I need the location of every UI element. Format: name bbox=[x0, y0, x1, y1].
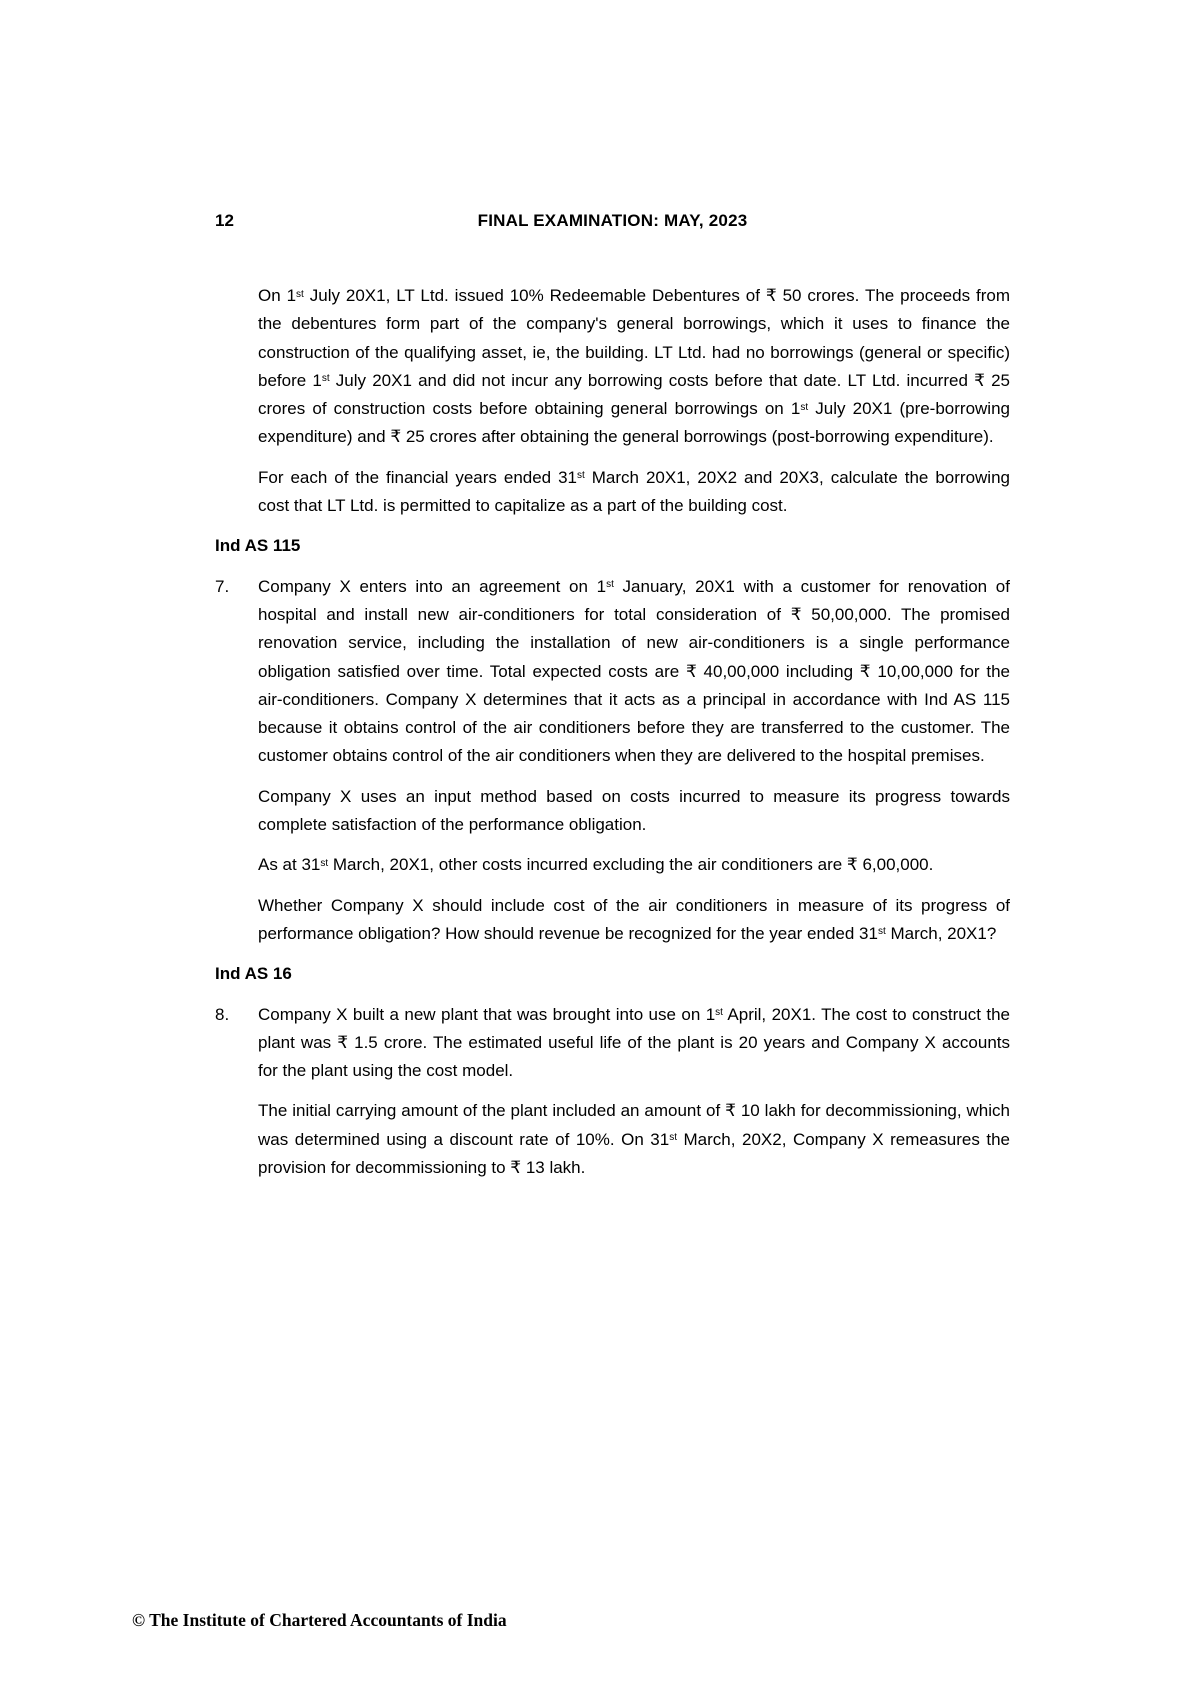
paragraph-question-7-ask: Whether Company X should include cost of the air conditioners in measure of its progress of performance obligation? How should revenue be recognized for the year ended 31st March, 20X1? bbox=[258, 895, 1010, 943]
heading-ind-as-115: Ind AS 115 bbox=[215, 536, 301, 556]
paragraph-input-method: Company X uses an input method based on costs incurred to measure its progress towards complete satisfaction of the performance obligation. bbox=[258, 786, 1010, 835]
page-header-title: FINAL EXAMINATION: MAY, 2023 bbox=[477, 211, 748, 230]
page-content bbox=[215, 282, 1010, 1194]
page-number: 12 bbox=[215, 211, 234, 230]
heading-ind-as-16: Ind AS 16 bbox=[215, 964, 292, 984]
question-8-text: Company X built a new plant that was brought into use on 1st April, 20X1. The cost to construct the plant was ₹ 1.5 crore. The estimated useful life of the plant is 20 years and Company X accounts for the plant using the cost model. bbox=[258, 1004, 1011, 1081]
paragraph-debentures: On 1st July 20X1, LT Ltd. issued 10% Redeemable Debentures of ₹ 50 crores. The proceeds from the debentures form part of the company's general borrowings, which it uses to finance the construction of the qualifying asset, ie, the building. LT Ltd. had no borrowings (general or specific) before 1st July 20X1 and did not incur any borrowing costs before that date. LT Ltd. incurred ₹ 25 crores of construction costs before obtaining general borrowings on 1st July 20X1 (pre-borrowing expenditure) and ₹ 25 crores after obtaining the general borrowings (post-borrowing expenditure). bbox=[258, 286, 1010, 447]
question-8 bbox=[215, 1001, 1010, 1086]
paragraph-other-costs: As at 31st March, 20X1, other costs incurred excluding the air conditioners are ₹ 6,00,000. bbox=[258, 855, 934, 875]
paragraph-borrowing-cost-question: For each of the financial years ended 31st March 20X1, 20X2 and 20X3, calculate the borrowing cost that LT Ltd. is permitted to capitalize as a part of the building cost. bbox=[258, 467, 1010, 516]
copyright-notice: © The Institute of Chartered Accountants of India bbox=[132, 1610, 507, 1630]
paragraph-decommissioning: The initial carrying amount of the plant included an amount of ₹ 10 lakh for decommissioning, which was determined using a discount rate of 10%. On 31st March, 20X2, Company X remeasures the provision for decommissioning to ₹ 13 lakh. bbox=[258, 1101, 1011, 1178]
question-7-text: Company X enters into an agreement on 1st January, 20X1 with a customer for renovation of hospital and install new air-conditioners for total consideration of ₹ 50,00,000. The promised renovation service, including the installation of new air-conditioners is a single performance obligation satisfied over time. Total expected costs are ₹ 40,00,000 including ₹ 10,00,000 for the air-conditioners. Company X determines that it acts as a principal in accordance with Ind AS 115 because it obtains control of the air conditioners before they are transferred to the customer. The customer obtains control of the air conditioners when they are delivered to the hospital premises. bbox=[258, 576, 1010, 766]
question-8-number: 8. bbox=[215, 1004, 230, 1024]
page-header bbox=[215, 207, 1010, 235]
question-7 bbox=[215, 573, 1010, 771]
question-7-number: 7. bbox=[215, 576, 230, 596]
page-footer bbox=[132, 1608, 507, 1632]
